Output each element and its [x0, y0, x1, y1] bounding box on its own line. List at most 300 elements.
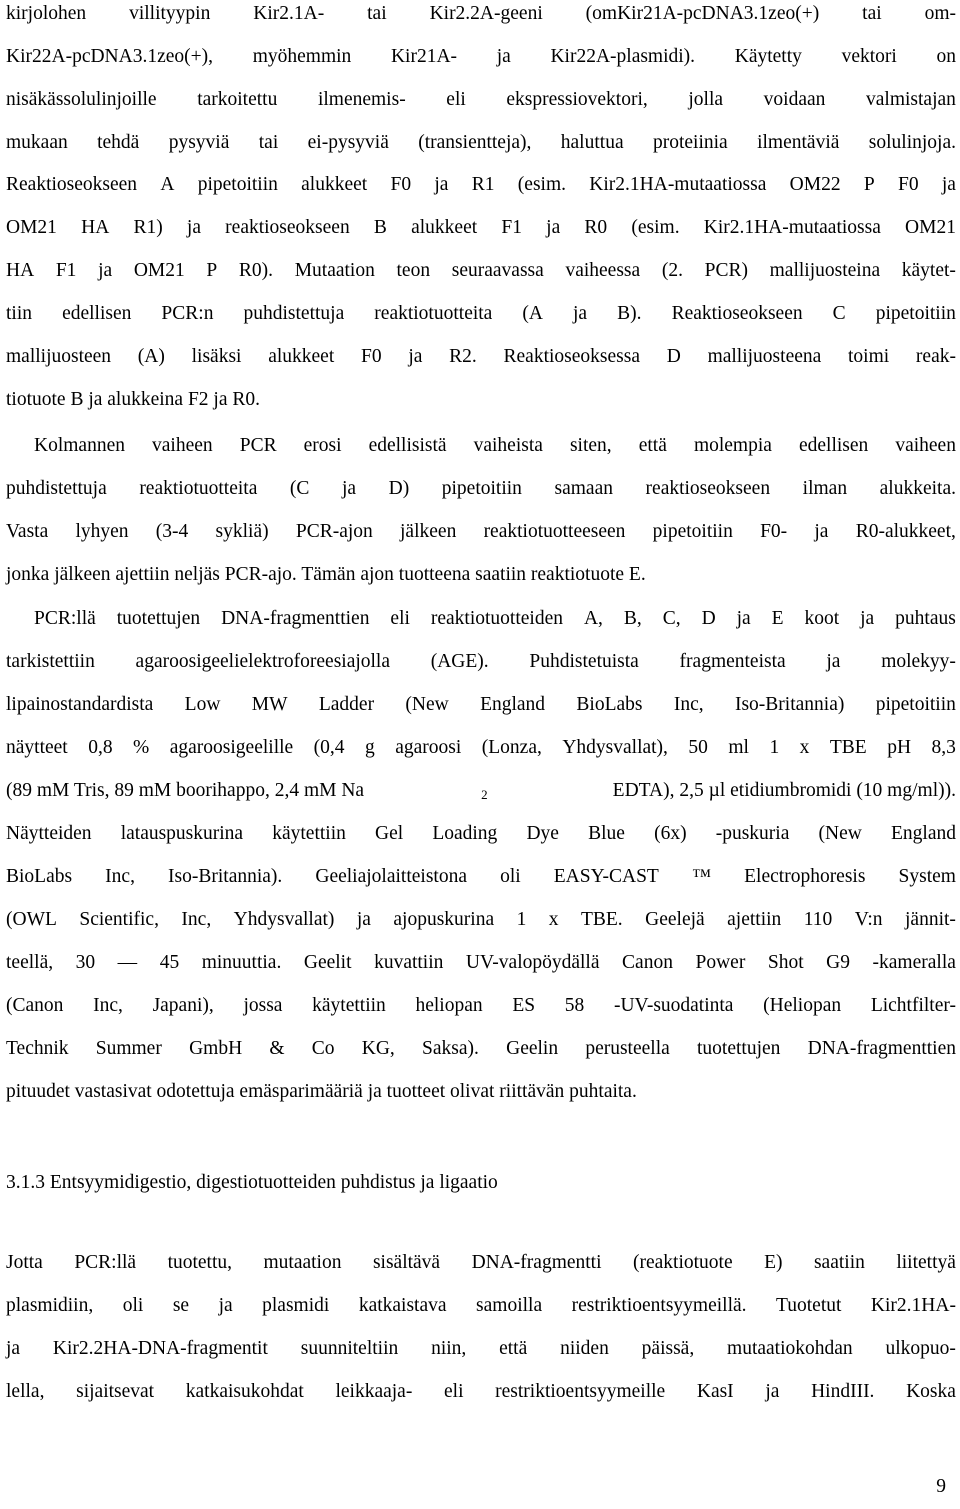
word: 1	[769, 737, 780, 758]
word: A,	[583, 608, 603, 629]
word: Kir2.1A-	[253, 3, 325, 24]
word: minuuttia.	[201, 952, 282, 973]
word: eli	[446, 89, 466, 110]
word: R0).	[238, 260, 274, 281]
word: reaktiotuotteiden	[430, 608, 563, 629]
word: oli	[500, 866, 521, 887]
word: ilman	[802, 478, 848, 499]
word: fragmenteista	[679, 651, 786, 672]
word: vaiheessa	[565, 260, 641, 281]
word: R0-alukkeet,	[855, 521, 956, 542]
word: UV-valopöydällä	[465, 952, 600, 973]
word: tehdä	[97, 132, 140, 153]
word: latauspuskurina	[120, 823, 244, 844]
word: 110	[803, 909, 833, 930]
word: F0	[898, 174, 919, 195]
word: D)	[388, 478, 410, 499]
word: Gel	[375, 823, 404, 844]
word: teon	[396, 260, 431, 281]
word: ja	[341, 478, 357, 499]
word: Electrophoresis	[744, 866, 866, 887]
word: PCR-ajon	[295, 521, 373, 542]
word: alukkeet	[411, 217, 478, 238]
word: Vasta	[6, 521, 49, 542]
word: pipetoitiin	[441, 478, 522, 499]
word: 1	[516, 909, 527, 930]
word: (New	[405, 694, 449, 715]
word: ja	[573, 303, 588, 324]
word: (AGE).	[430, 651, 489, 672]
word: restriktioentsyymeille	[495, 1381, 666, 1402]
word: (Heliopan	[763, 995, 842, 1016]
word: C	[832, 303, 846, 324]
word: om-	[924, 3, 956, 24]
word: C,	[662, 608, 681, 629]
word: pipetoitiin	[875, 303, 956, 324]
word: Japani),	[152, 995, 214, 1016]
word: F0-	[760, 521, 788, 542]
word: PCR)	[704, 260, 748, 281]
word: OM21	[6, 217, 57, 238]
word: liitettyä	[896, 1252, 956, 1273]
word: P	[863, 174, 875, 195]
word: ja	[434, 174, 449, 195]
word: Kir2.1HA-mutaatiossa	[589, 174, 767, 195]
text-line	[6, 345, 956, 369]
word: ja	[186, 217, 201, 238]
word: päissä,	[641, 1338, 695, 1359]
word: plasmidiin,	[6, 1295, 94, 1316]
word: D	[701, 608, 716, 629]
text-line	[6, 822, 956, 846]
text-line	[6, 1337, 956, 1361]
word: Kir21A-	[390, 46, 458, 67]
text-line: tiotuote B ja alukkeina F2 ja R0.	[6, 389, 261, 410]
word: Koska	[906, 1381, 956, 1402]
word: teellä,	[6, 952, 54, 973]
word: että	[499, 1338, 528, 1359]
text-line: pituudet vastasivat odotettuja emäsparimääriä ja tuotteet olivat riittävän puhtaita.	[6, 1081, 637, 1102]
text-line	[6, 693, 956, 717]
word: (esim.	[517, 174, 566, 195]
word: Saksa).	[422, 1038, 479, 1059]
word: Blue	[588, 823, 625, 844]
word: Kir2.2HA-DNA-fragmentit	[52, 1338, 268, 1359]
word: (2.	[661, 260, 683, 281]
word: Puhdistetuista	[529, 651, 639, 672]
word: Tuotetut	[776, 1295, 842, 1316]
word: KasI	[696, 1381, 734, 1402]
text-line: jonka jälkeen ajettiin neljäs PCR-ajo. Tämän ajon tuotteena saatiin reaktiotuote E.	[6, 564, 646, 585]
word: (Canon	[6, 995, 64, 1016]
word: -UV-suodatinta	[613, 995, 734, 1016]
word: mallijuosteina	[769, 260, 881, 281]
word: ja	[408, 346, 423, 367]
text-segment: EDTA), 2,5 µl etidiumbromidi (10 mg/ml)).	[612, 780, 956, 801]
word: 50	[688, 737, 708, 758]
word: Geelejä	[645, 909, 705, 930]
word: molekyy-	[881, 651, 956, 672]
text-segment: (89 mM Tris, 89 mM boorihappo, 2,4 mM Na	[6, 780, 365, 801]
text-line	[6, 88, 956, 112]
word: Inc,	[673, 694, 704, 715]
word: kuvattiin	[374, 952, 444, 973]
word: ei-pysyviä	[307, 132, 389, 153]
word: Dye	[526, 823, 559, 844]
word: England	[890, 823, 956, 844]
word: (New	[818, 823, 862, 844]
word: Geelit	[303, 952, 352, 973]
word: ilmenemis-	[317, 89, 406, 110]
word: tai	[862, 3, 882, 24]
word: F1	[55, 260, 77, 281]
word: 0,8	[88, 737, 113, 758]
word: GmbH	[189, 1038, 243, 1059]
word: A	[160, 174, 175, 195]
word: mallijuosteen	[6, 346, 112, 367]
word: mutaatiokohdan	[727, 1338, 853, 1359]
text-line	[6, 259, 956, 283]
word: ml	[728, 737, 749, 758]
word: molempia	[693, 435, 772, 456]
word: heliopan	[415, 995, 483, 1016]
word: R1	[471, 174, 495, 195]
word: mallijuosteena	[707, 346, 822, 367]
word: ja	[941, 174, 956, 195]
word: ajopuskurina	[393, 909, 495, 930]
word: (OWL	[6, 909, 57, 930]
word: sisältävä	[372, 1252, 441, 1273]
word: Canon	[622, 952, 673, 973]
word: samaan	[554, 478, 613, 499]
word: R2.	[449, 346, 477, 367]
word: Kir22A-pcDNA3.1zeo(+),	[6, 46, 214, 67]
word: F0	[360, 346, 382, 367]
word: B	[373, 217, 387, 238]
text-line	[6, 994, 956, 1018]
word: tuotettujen	[697, 1038, 781, 1059]
word: leikkaaja-	[335, 1381, 413, 1402]
word: jossa	[243, 995, 283, 1016]
word: ja	[98, 260, 113, 281]
word: Jotta	[6, 1252, 43, 1273]
word: edellisen	[62, 303, 132, 324]
text-line	[6, 1294, 956, 1318]
word: Geeliajolaitteistona	[315, 866, 467, 887]
word: System	[898, 866, 956, 887]
text-line	[6, 1380, 956, 1404]
word: puhdistettuja	[243, 303, 345, 324]
word: tai	[367, 3, 387, 24]
word: vaiheista	[473, 435, 543, 456]
word: P	[206, 260, 218, 281]
word: F0	[390, 174, 412, 195]
word: reaktiotuotteeseen	[483, 521, 626, 542]
word: alukkeet	[301, 174, 368, 195]
word: ja	[496, 46, 511, 67]
word: HindIII.	[811, 1381, 875, 1402]
word: käytet-	[901, 260, 956, 281]
word: ja	[814, 521, 829, 542]
word: ja	[765, 1381, 780, 1402]
word: reak-	[915, 346, 956, 367]
word: ja	[860, 608, 875, 629]
word: Technik	[6, 1038, 69, 1059]
word: Power	[695, 952, 746, 973]
word: OM21	[133, 260, 185, 281]
word: reaktiotuotteita	[139, 478, 258, 499]
word: BioLabs	[6, 866, 73, 887]
word: (esim.	[631, 217, 680, 238]
word: kirjolohen	[6, 3, 87, 24]
word: (A	[522, 303, 543, 324]
word: KG,	[361, 1038, 395, 1059]
word: DNA-fragmenttien	[807, 1038, 956, 1059]
word: (C	[289, 478, 310, 499]
text-line-with-subscript	[6, 779, 956, 803]
word: jolla	[688, 89, 724, 110]
word: tuotettujen	[116, 608, 201, 629]
word: EASY-CAST	[553, 866, 659, 887]
text-line	[6, 650, 956, 674]
section-heading: 3.1.3 Entsyymidigestio, digestiotuotteiden puhdistus ja ligaatio	[6, 1172, 498, 1193]
word: (A)	[137, 346, 165, 367]
word: (0,4	[313, 737, 345, 758]
word: käytettiin	[272, 823, 346, 844]
word: Iso-Britannia)	[734, 694, 845, 715]
word: Kir2.2A-geeni	[429, 3, 543, 24]
word: käytettiin	[312, 995, 386, 1016]
word: Low	[184, 694, 221, 715]
word: alukkeet	[268, 346, 335, 367]
word: näytteet	[6, 737, 68, 758]
word: Inc,	[105, 866, 135, 887]
word: %	[133, 737, 150, 758]
word: OM22	[789, 174, 841, 195]
word: agaroosigeelielektroforeesiajolla	[135, 651, 391, 672]
word: OM21	[905, 217, 956, 238]
text-line	[6, 131, 956, 155]
word: lella,	[6, 1381, 45, 1402]
word: tuotettu,	[167, 1252, 233, 1273]
word: pipetoitiin	[875, 694, 956, 715]
word: Kir2.1HA-	[870, 1295, 956, 1316]
word: perusteella	[585, 1038, 670, 1059]
word: restriktioentsyymeillä.	[571, 1295, 747, 1316]
word: tarkoitettu	[197, 89, 278, 110]
word: Shot	[767, 952, 804, 973]
word: lyhyen	[75, 521, 129, 542]
text-line	[6, 1037, 956, 1061]
word: Iso-Britannia).	[168, 866, 283, 887]
page-number: 9	[936, 1476, 946, 1497]
word: HA	[81, 217, 110, 238]
word: PCR	[239, 435, 277, 456]
word: Loading	[432, 823, 498, 844]
word: Näytteiden	[6, 823, 92, 844]
word: g	[365, 737, 375, 758]
word: katkaisukohdat	[185, 1381, 304, 1402]
word: Reaktioseoksessa	[503, 346, 640, 367]
text-line	[6, 216, 956, 240]
word: G9	[826, 952, 850, 973]
word: DNA-fragmenttien	[221, 608, 370, 629]
word: alukkeita.	[879, 478, 956, 499]
text-line	[6, 2, 956, 26]
word: Inc,	[93, 995, 123, 1016]
text-line	[6, 908, 956, 932]
word: 45	[159, 952, 180, 973]
word: Kir22A-plasmidi).	[550, 46, 696, 67]
word: ja	[356, 909, 371, 930]
word: niiden	[560, 1338, 609, 1359]
word: villityypin	[129, 3, 211, 24]
word: reaktiotuotteita	[374, 303, 493, 324]
text-line	[34, 434, 956, 458]
word: että	[638, 435, 667, 456]
word: England	[480, 694, 546, 715]
word: Scientific,	[79, 909, 159, 930]
word: tai	[258, 132, 279, 153]
word: lipainostandardista	[6, 694, 154, 715]
word: Kolmannen	[34, 435, 125, 456]
word: B,	[623, 608, 642, 629]
word: erosi	[303, 435, 342, 456]
word: saatiin	[813, 1252, 865, 1273]
word: &	[269, 1038, 285, 1059]
word: puhtaus	[895, 608, 956, 629]
word: -kameralla	[872, 952, 956, 973]
word: (Lonza,	[481, 737, 542, 758]
word: x	[799, 737, 810, 758]
word: Ladder	[318, 694, 375, 715]
word: 58	[564, 995, 585, 1016]
text-line	[6, 520, 956, 544]
word: toimi	[848, 346, 890, 367]
word: seuraavassa	[451, 260, 544, 281]
word: Lichtfilter-	[870, 995, 956, 1016]
word: PCR:llä	[74, 1252, 137, 1273]
word: nisäkässolulinjoille	[6, 89, 157, 110]
word: (3-4	[155, 521, 189, 542]
word: F1	[501, 217, 522, 238]
word: reaktioseokseen	[225, 217, 350, 238]
word: PCR:n	[161, 303, 214, 324]
word: R1)	[133, 217, 163, 238]
word: ja	[6, 1338, 21, 1359]
word: PCR:llä	[34, 608, 96, 629]
word: suunniteltiin	[300, 1338, 399, 1359]
word: MW	[251, 694, 288, 715]
word: Co	[311, 1038, 335, 1059]
word: katkaistava	[358, 1295, 447, 1316]
word: valmistajan	[866, 89, 956, 110]
word: ja	[218, 1295, 233, 1316]
word: eli	[390, 608, 410, 629]
word: myöhemmin	[252, 46, 352, 67]
word: Kir2.1HA-mutaatiossa	[703, 217, 881, 238]
text-line	[6, 477, 956, 501]
word: D	[666, 346, 681, 367]
word: Inc,	[181, 909, 212, 930]
word: BioLabs	[576, 694, 643, 715]
word: mukaan	[6, 132, 68, 153]
word: puhdistettuja	[6, 478, 107, 499]
word: pH	[887, 737, 912, 758]
word: niin,	[431, 1338, 467, 1359]
word: V:n	[854, 909, 883, 930]
word: ilmentäviä	[757, 132, 840, 153]
word: mutaation	[263, 1252, 342, 1273]
word: x	[548, 909, 559, 930]
word: solulinjoja.	[868, 132, 956, 153]
text-line	[6, 1251, 956, 1275]
word: se	[172, 1295, 190, 1316]
word: 8,3	[931, 737, 956, 758]
word: (omKir21A-pcDNA3.1zeo(+)	[585, 3, 820, 24]
word: agaroosigeelille	[169, 737, 294, 758]
word: vektori	[841, 46, 897, 67]
word: edellisistä	[368, 435, 447, 456]
word: Summer	[95, 1038, 162, 1059]
word: 30	[75, 952, 96, 973]
word: on	[936, 46, 956, 67]
text-line	[6, 951, 956, 975]
text-line	[6, 45, 956, 69]
word: TBE	[829, 737, 867, 758]
text-line	[6, 302, 956, 326]
word: ja	[546, 217, 561, 238]
word: (6x)	[654, 823, 687, 844]
word: reaktioseokseen	[645, 478, 771, 499]
word: DNA-fragmentti	[471, 1252, 602, 1273]
word: Reaktioseokseen	[6, 174, 138, 195]
word: siten,	[569, 435, 612, 456]
word: ulkopuo-	[885, 1338, 956, 1359]
word: Reaktioseokseen	[671, 303, 803, 324]
word: ™	[691, 866, 712, 887]
word: agaroosi	[395, 737, 462, 758]
word: Mutaation	[294, 260, 375, 281]
word: (transientteja),	[418, 132, 532, 153]
word: vaiheen	[895, 435, 956, 456]
word: lisäksi	[191, 346, 242, 367]
word: ja	[736, 608, 751, 629]
word: B).	[617, 303, 642, 324]
word: eli	[444, 1381, 464, 1402]
word: ja	[826, 651, 841, 672]
word: jälkeen	[400, 521, 457, 542]
word: HA	[6, 260, 35, 281]
text-line	[34, 607, 956, 631]
word: Geelin	[506, 1038, 559, 1059]
word: Käytetty	[734, 46, 802, 67]
word: oli	[122, 1295, 144, 1316]
word: haluttua	[560, 132, 624, 153]
word: pysyviä	[168, 132, 230, 153]
text-line	[6, 173, 956, 197]
word: tarkistettiin	[6, 651, 95, 672]
word: voidaan	[763, 89, 826, 110]
word: pipetoitiin	[197, 174, 278, 195]
word: tiin	[6, 303, 33, 324]
word: jännit-	[905, 909, 956, 930]
word: ES	[512, 995, 536, 1016]
word: -puskuria	[715, 823, 790, 844]
word: E	[771, 608, 784, 629]
word: plasmidi	[262, 1295, 330, 1316]
word: vaiheen	[152, 435, 213, 456]
